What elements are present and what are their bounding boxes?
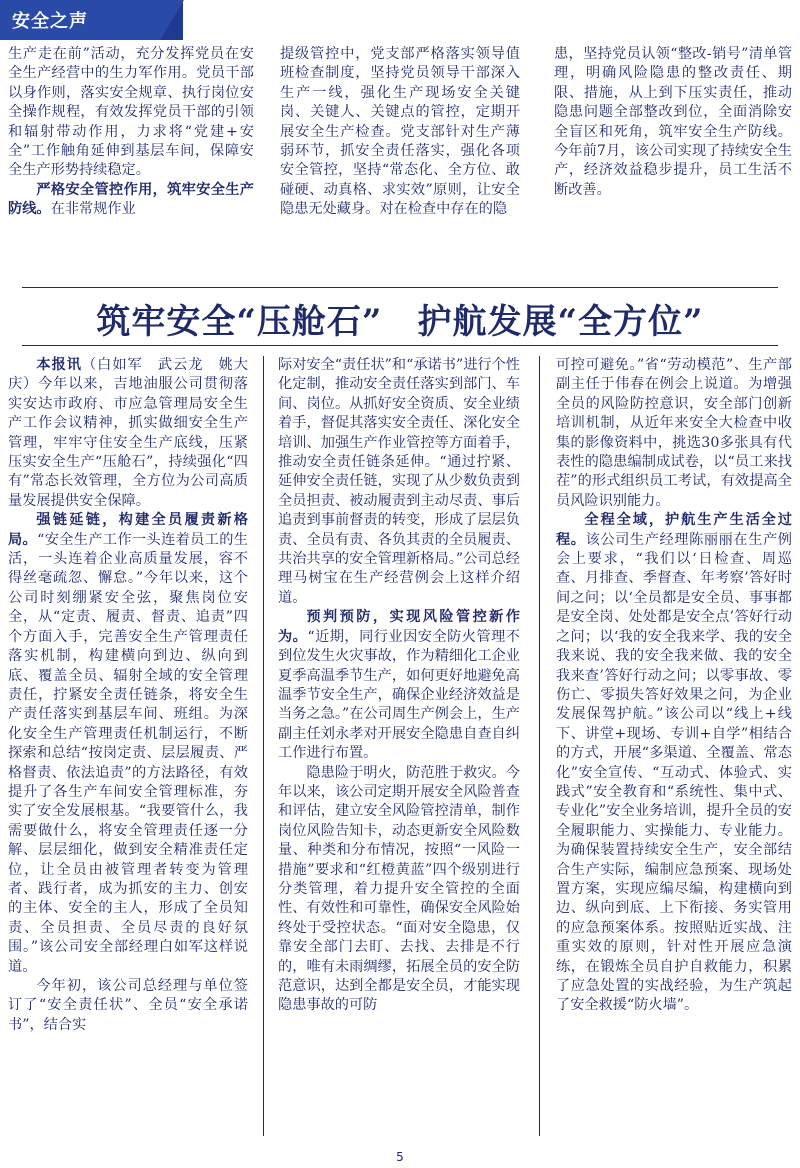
lead-in-bold: 预判预防，实现风险管控新作为。 — [278, 609, 520, 645]
paragraph-text: 患，坚持党员认领“整改-销号”清单管理，明确风险隐患的整改责任、期限、措施，从上到下压实责任，推动隐患问题全部整改到位，全面消除安全盲区和死角，筑牢安全生产防线。今年前7月，该公司实现了持续安全生产，经济效益稳步提升，员工生活不断改善。 — [554, 46, 792, 198]
headline: 筑牢安全“压舱石” 护航发展“全方位” — [96, 302, 704, 342]
paragraph — [278, 608, 520, 763]
lead-in-bold: 全程全域，护航生产生活全过程。 — [556, 512, 792, 548]
top-column-1 — [8, 45, 254, 220]
paragraph — [554, 45, 792, 200]
paragraph-text: “近期，同行业因安全防火管理不到位发生火灾事故，作为精细化工企业夏季高温季节生产，如何更好地避免高温季节安全生产，确保企业经济效益是当务之急。”在公司周生产例会上，生产副主任刘永孝对开展安全隐患自查自纠工作进行布置。 — [278, 628, 520, 762]
banner-corner — [160, 0, 184, 40]
paragraph-text: 该公司生产经理陈丽丽在生产例会上要求，“我们以‘日检查、周巡查、月排查、季督查、年考察’答好时间之问；以‘全员都是安全员、事事都是安全岗、处处都是安全点’答好行动之问；以‘我的安全我来学、我的安全我来说、我的安全我来做、我的安全我来查’答好行动之问；以零事故、零伤亡、零损失答好效果之问，为企业发展保驾护航。”该公司以“线上+线下、讲堂+现场、专训+自学”相结合的方式，开展“多渠道、全覆盖、常态化”安全宣传、“互动式、体验式、实践式”安全教育和“系统性、集中式、专业化”安全业务培训，提升全员的安全履职能力、实操能力、专业能力。为确保装置持续安全生产，安全部结合生产实际，编制应急预案、现场处置方案，实现应编尽编，构建横向到边、纵向到底、上下衔接、务实管用的应急预案体系。按照贴近实战、注重实效的原则，针对性开展应急演练，在锻炼全员自护自救能力，积累了应急处置的实战经验，为生产筑起了安全救援“防火墙”。 — [556, 531, 792, 1014]
paragraph — [278, 356, 520, 608]
paragraph-text: 隐患险于明火，防范胜于救灾。今年以来，该公司定期开展安全风险普查和评估，建立安全风险管控清单，制作岗位风险告知卡，动态更新安全风险数量、种类和分布情况，按照“一风险一措施”要求和“红橙黄蓝”四个级别进行分类管理，着力提升安全管控的全面性、有效性和可靠性，确保安全风险始终处于受控状态。“面对安全隐患，仅靠安全部门去盯、去找、去排是不行的，唯有未雨绸缪，拓展全员的安全防范意识，达到全都是安全员，才能实现隐患事故的可防 — [278, 764, 520, 1014]
section-label: 安全之声 — [12, 11, 88, 32]
paragraph — [8, 356, 248, 511]
column-divider-1 — [263, 356, 264, 1136]
top-column-2 — [280, 45, 520, 220]
paragraph — [280, 45, 520, 220]
paragraph — [278, 764, 520, 1016]
headline-rule-top — [22, 287, 778, 288]
column-divider-2 — [539, 356, 540, 1136]
paragraph-text: “安全生产工作一头连着员工的生活，一头连着企业高质量发展，容不得丝毫疏忽、懈怠。”今年以来，这个公司时刻绷紧安全弦，聚焦岗位安全，从“定责、履责、督责、追责”四个方面入手，完善安全生产管理责任落实机制，构建横向到边、纵向到底、覆盖全员、辐射全域的安全管理责任，拧紧安全责任链条，将安全生产责任落实到基层车间、班组。为深化安全生产管理责任机制运行，不断探索和总结“按岗定责、层层履责、严格督责、依法追责”的方法路径，有效提升了各生产车间安全管理标准，夯实了安全发展根基。“我要管什么，我需要做什么，将安全管理责任逐一分解、层层细化，做到安全精准责任定位，让全员由被管理者转变为管理者、践行者，成为抓安的主力、创安的主体、安全的主人，形成了全员知责、全员担责、全员尽责的良好氛围。”该公司安全部经理白如军这样说道。 — [8, 531, 248, 975]
lead-in-bold: 严格安全管控作用，筑牢安全生产防线。 — [8, 181, 254, 218]
headline-rule-bottom — [22, 345, 778, 346]
section-banner — [0, 0, 183, 40]
paragraph-text: 可控可避免。”省“劳动模范”、生产部副主任于伟春在例会上说道。为增强全员的风险防控意识，安全部门创新培训机制，从近年来安全大检查中收集的影像资料中，挑选30多张具有代表性的隐患编制成试卷，以“员工来找茬”的形式组织员工考试，有效提高全员风险识别能力。 — [556, 357, 792, 509]
lead-in-bold: 强链延链，构建全员履责新格局。 — [8, 512, 248, 548]
paragraph — [556, 511, 792, 1016]
paragraph — [8, 977, 248, 1035]
article-column-2 — [278, 356, 520, 1016]
paragraph-text: 际对安全“责任状”和“承诺书”进行个性化定制，推动安全责任落实到部门、车间、岗位。从抓好安全资质、安全业绩着手，督促其落实安全责任、深化安全培训、加强生产作业管控等方面着手，推动安全责任链条延伸。“通过拧紧、延伸安全责任链，实现了从少数负责到全员担责、被动履责到主动尽责、事后追责到事前督责的转变，形成了层层负责、全员有责、各负其责的全员履责、共治共享的安全管理新格局。”公司总经理马树宝在生产经营例会上这样介绍道。 — [278, 357, 520, 606]
paragraph-text: 今年初，该公司总经理与单位签订了“安全责任状”、全员“安全承诺书”，结合实 — [8, 978, 248, 1033]
page-number: 5 — [396, 1150, 404, 1164]
paragraph — [8, 181, 254, 220]
top-column-3 — [554, 45, 792, 200]
paragraph — [556, 356, 792, 511]
paragraph-text: 在非常规作业 — [50, 201, 136, 218]
lead-in-bold: 本报讯 — [36, 357, 82, 373]
paragraph — [8, 511, 248, 977]
paragraph-text: （白如军 武云龙 姚大庆）今年以来，吉地油服公司贯彻落实安达市政府、市应急管理局安全生产工作会议精神，抓实做细安全生产管理，牢牢守住安全生产底线，压紧压实安全生产“压舱石”，持续强化“四有”常态长效管理，全方位为公司高质量发展提供安全保障。 — [8, 357, 248, 509]
paragraph-text: 生产走在前”活动，充分发挥党员在安全生产经营中的生力军作用。党员干部以身作则，落实安全规章、执行岗位安全操作规程，有效发挥党员干部的引领和辐射带动作用，力求将“党建+安全”工作触角延伸到基层车间，保障安全生产形势持续稳定。 — [8, 46, 254, 179]
article-column-3 — [556, 356, 792, 1016]
paragraph — [8, 45, 254, 181]
article-column-1 — [8, 356, 248, 1035]
paragraph-text: 提级管控中，党支部严格落实领导值班检查制度，坚持党员领导干部深入生产一线，强化生产现场安全关键岗、关键人、关键点的管控，定期开展安全生产检查。党支部针对生产薄弱环节，抓安全责任落实，强化各项安全管控，坚持“常态化、全方位、敢碰硬、动真格、求实效”原则，让安全隐患无处藏身。对在检查中存在的隐 — [280, 46, 520, 218]
